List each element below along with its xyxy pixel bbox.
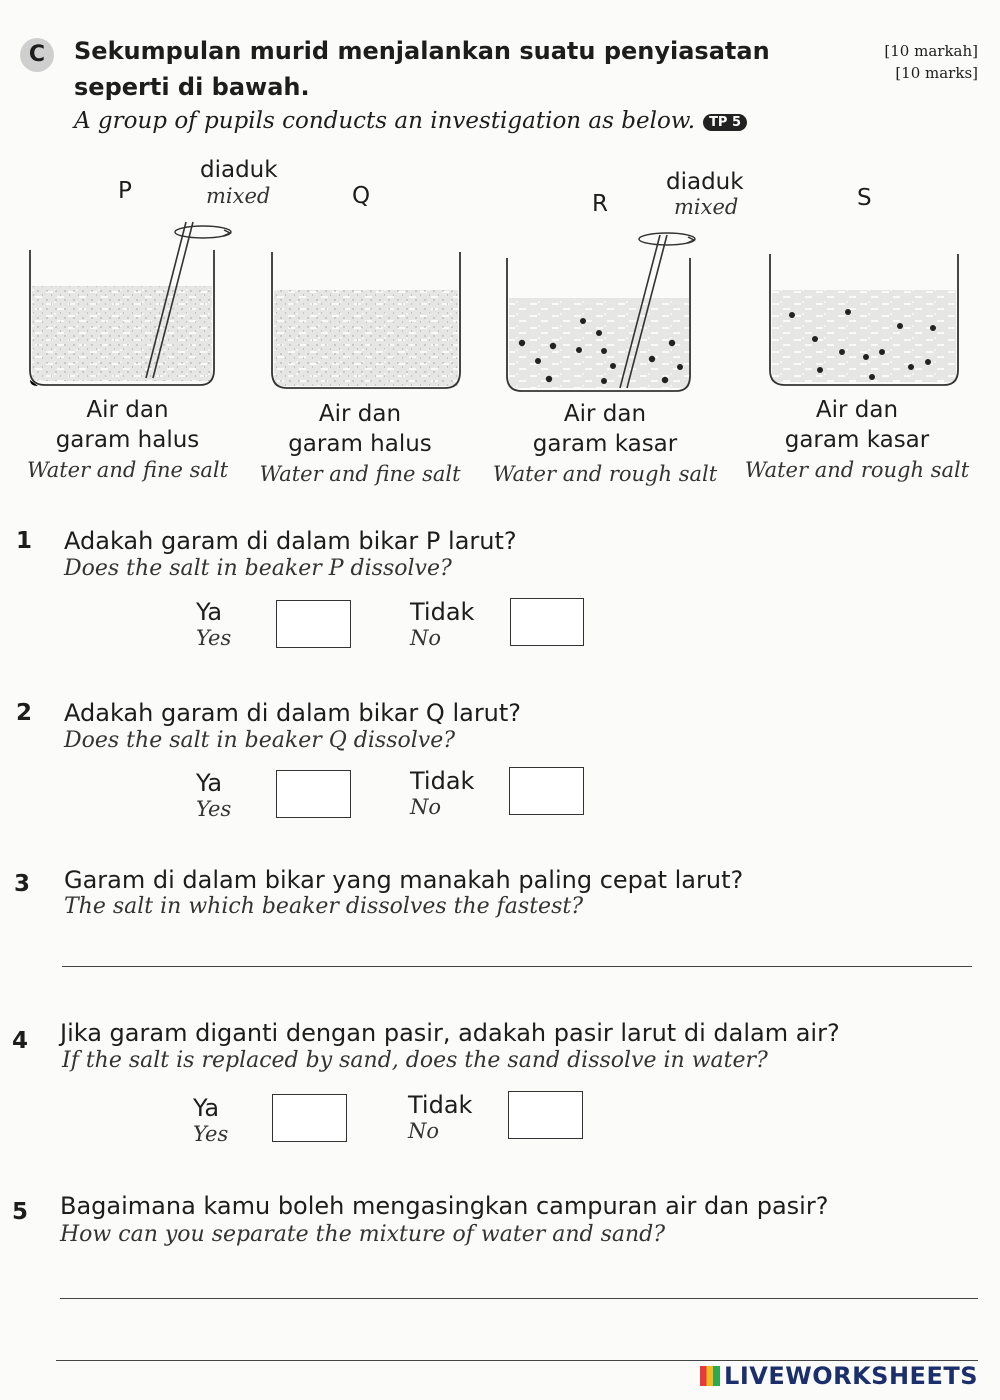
tp-badge: TP 5 (703, 114, 747, 131)
section-title-my-2: seperti di bawah. (74, 73, 310, 101)
q1-yes-en: Yes (196, 626, 232, 650)
section-badge: C (20, 38, 54, 72)
beaker-p-letter: P (118, 178, 132, 204)
q3-answer-line[interactable] (62, 966, 972, 967)
beaker-s-caption-en: Water and rough salt (744, 458, 970, 482)
beaker-q-caption-2: garam halus (288, 431, 432, 457)
beaker-r-caption (485, 399, 725, 489)
beaker-r-caption-2: garam kasar (532, 431, 678, 457)
q1-number: 1 (16, 528, 33, 554)
beaker-p-caption (10, 395, 245, 485)
q3-text-my: Garam di dalam bikar yang manakah paling cepat larut? (64, 866, 744, 894)
q2-no-checkbox[interactable] (509, 767, 584, 815)
q2-no-my: Tidak (410, 767, 475, 795)
beaker-p (30, 222, 231, 386)
beaker-s (770, 254, 958, 385)
q1-yes-checkbox[interactable] (276, 600, 351, 648)
q4-no-en: No (408, 1119, 440, 1143)
section-title-my-1: Sekumpulan murid menjalankan suatu penyiasatan (74, 37, 770, 65)
beaker-q-caption (250, 399, 470, 489)
q1-text-en: Does the salt in beaker P dissolve? (64, 556, 452, 581)
marks-en: [10 marks] (895, 64, 978, 82)
q4-yes-checkbox[interactable] (272, 1094, 347, 1142)
q2-text-en: Does the salt in beaker Q dissolve? (64, 728, 456, 753)
q4-yes-label (193, 1094, 228, 1146)
beaker-p-mixed-en: mixed (206, 184, 271, 208)
q2-no-en: No (410, 795, 442, 819)
beaker-p-caption-2: garam halus (55, 427, 200, 453)
q4-no-checkbox[interactable] (508, 1091, 583, 1139)
beaker-r-mixed-en: mixed (674, 195, 739, 219)
beaker-p-caption-1: Air dan (86, 397, 169, 423)
beaker-s-caption-1: Air dan (815, 397, 899, 423)
beaker-q-caption-1: Air dan (318, 401, 402, 427)
q2-no-label (410, 767, 474, 819)
beaker-r-letter: R (592, 191, 608, 217)
beaker-s-caption (737, 395, 977, 485)
q4-text-my: Jika garam diganti dengan pasir, adakah pasir larut di dalam air? (60, 1019, 840, 1047)
q2-yes-label (196, 769, 231, 821)
beaker-q (272, 252, 460, 388)
beaker-p-caption-en: Water and fine salt (26, 458, 229, 482)
marks-my: [10 markah] (884, 42, 978, 60)
q4-yes-my: Ya (193, 1094, 220, 1122)
beaker-s-caption-2: garam kasar (784, 427, 930, 453)
q2-yes-en: Yes (196, 797, 232, 821)
beaker-r (507, 233, 695, 391)
beaker-r-caption-en: Water and rough salt (492, 462, 718, 486)
beaker-s-letter: S (857, 185, 872, 211)
q2-yes-checkbox[interactable] (276, 770, 351, 818)
beaker-r-caption-1: Air dan (563, 401, 647, 427)
q5-number: 5 (12, 1199, 29, 1225)
q1-no-label (410, 598, 474, 650)
brand-text: LIVEWORKSHEETS (724, 1362, 978, 1390)
q5-answer-line-1[interactable] (60, 1298, 978, 1299)
beaker-p-mixed-my: diaduk (200, 157, 278, 183)
beaker-q-caption-en: Water and fine salt (259, 462, 461, 486)
liveworksheets-icon (700, 1366, 720, 1386)
q4-number: 4 (12, 1028, 29, 1054)
q5-text-en: How can you separate the mixture of water and sand? (60, 1222, 666, 1247)
q5-answer-line-2[interactable] (56, 1360, 978, 1361)
beaker-r-mixed-my: diaduk (666, 169, 744, 195)
q4-text-en: If the salt is replaced by sand, does the sand dissolve in water? (62, 1048, 768, 1073)
q1-yes-label (196, 598, 231, 650)
q2-text-my: Adakah garam di dalam bikar Q larut? (64, 699, 522, 727)
q2-number: 2 (16, 700, 33, 726)
q1-text-my: Adakah garam di dalam bikar P larut? (64, 527, 517, 555)
q4-yes-en: Yes (193, 1122, 229, 1146)
q3-text-en: The salt in which beaker dissolves the fastest? (64, 894, 583, 919)
q2-yes-my: Ya (196, 769, 223, 797)
q1-no-en: No (410, 626, 442, 650)
liveworksheets-logo (700, 1362, 978, 1390)
q5-text-my: Bagaimana kamu boleh mengasingkan campuran air dan pasir? (60, 1192, 829, 1220)
q1-yes-my: Ya (196, 598, 223, 626)
section-title-en-text: A group of pupils conducts an investigation as below. (74, 108, 696, 134)
q1-no-my: Tidak (410, 598, 475, 626)
q4-no-label (408, 1091, 472, 1143)
beaker-q-letter: Q (352, 183, 371, 209)
beakers-illustration (0, 0, 1000, 400)
q4-no-my: Tidak (408, 1091, 473, 1119)
q1-no-checkbox[interactable] (510, 598, 584, 646)
q3-number: 3 (14, 871, 31, 897)
